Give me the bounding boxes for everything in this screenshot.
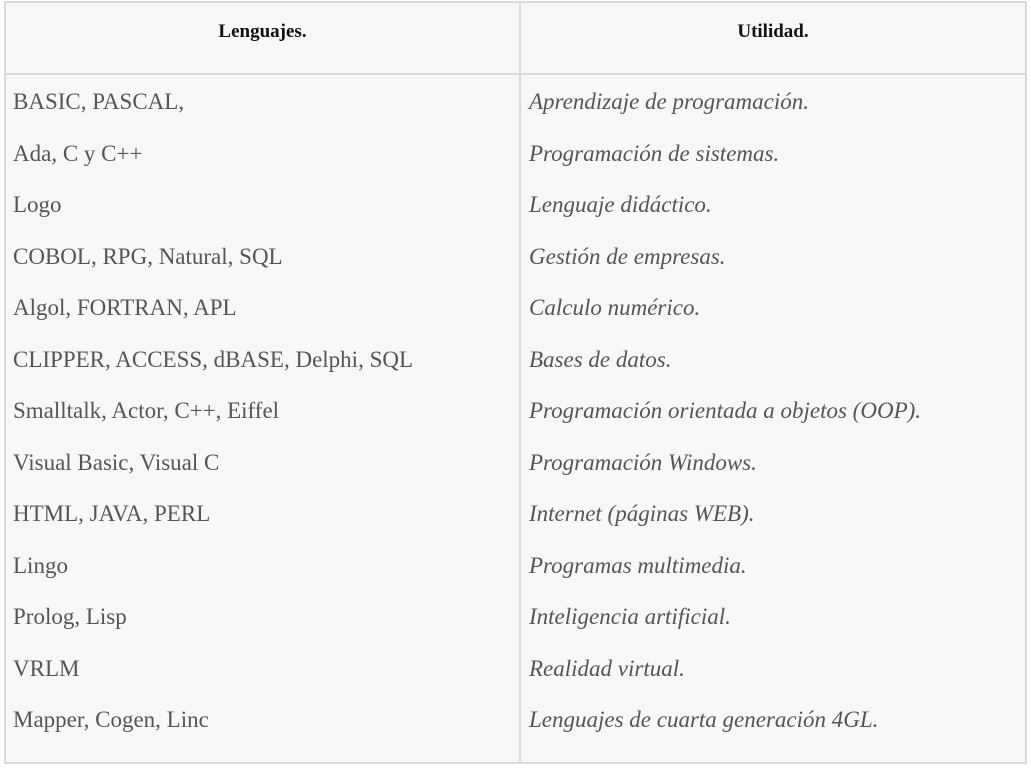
table-row-languages-cell <box>6 450 519 502</box>
utility-cell-text: Calculo numérico. <box>529 295 701 320</box>
table-row-languages-cell <box>6 656 519 708</box>
table-row-utility-cell <box>521 501 1025 553</box>
table-row-utility-cell <box>521 656 1025 708</box>
languages-cell-text: Lingo <box>13 552 68 578</box>
table-row-utility-cell <box>521 398 1025 450</box>
utility-cell-text: Realidad virtual. <box>529 655 685 681</box>
table-row-languages-cell <box>6 707 519 759</box>
languages-cell-text: VRLM <box>13 655 80 681</box>
utility-cell-text: Programación de sistemas. <box>529 140 780 166</box>
languages-cell-text: Prolog, Lisp <box>13 604 127 629</box>
utility-cell-text: Programación Windows. <box>529 449 757 475</box>
table-row-utility-cell <box>521 347 1025 399</box>
languages-cell-text: Algol, FORTRAN, APL <box>13 295 237 320</box>
table-row-languages-cell <box>6 89 519 141</box>
table-row-utility-cell <box>521 244 1025 296</box>
languages-cell-text: Ada, C y C++ <box>13 140 143 166</box>
table-body <box>6 75 1025 762</box>
table-row-languages-cell <box>6 244 519 296</box>
header-languages: Lenguajes. <box>6 3 521 73</box>
languages-column <box>6 75 521 762</box>
table-row-utility-cell <box>521 192 1025 244</box>
languages-cell-text: HTML, JAVA, PERL <box>13 501 211 526</box>
utility-column <box>521 75 1025 762</box>
utility-cell-text: Aprendizaje de programación. <box>529 89 810 114</box>
utility-cell-text: Lenguaje didáctico. <box>529 192 712 217</box>
table-row-languages-cell <box>6 295 519 347</box>
table-row-utility-cell <box>521 141 1025 193</box>
utility-cell-text: Gestión de empresas. <box>529 243 726 269</box>
languages-cell-text: Logo <box>13 192 62 217</box>
languages-cell-text: CLIPPER, ACCESS, dBASE, Delphi, SQL <box>13 346 414 372</box>
utility-cell-text: Programas multimedia. <box>529 552 747 578</box>
table-row-languages-cell <box>6 604 519 656</box>
table-row-utility-cell <box>521 707 1025 759</box>
table-row-languages-cell <box>6 347 519 399</box>
table-row-languages-cell <box>6 501 519 553</box>
languages-cell-text: Mapper, Cogen, Linc <box>13 707 209 732</box>
table-row-utility-cell <box>521 89 1025 141</box>
languages-cell-text: Visual Basic, Visual C <box>13 449 220 475</box>
utility-cell-text: Bases de datos. <box>529 346 672 372</box>
table-row-languages-cell <box>6 192 519 244</box>
utility-cell-text: Internet (páginas WEB). <box>529 501 755 526</box>
utility-cell-text: Lenguajes de cuarta generación 4GL. <box>529 707 879 732</box>
utility-cell-text: Inteligencia artificial. <box>529 604 731 629</box>
table-row-utility-cell <box>521 450 1025 502</box>
table-row-utility-cell <box>521 553 1025 605</box>
utility-cell-text: Programación orientada a objetos (OOP). <box>529 398 922 423</box>
table-row-languages-cell <box>6 398 519 450</box>
table-header-row <box>6 3 1025 75</box>
languages-cell-text: COBOL, RPG, Natural, SQL <box>13 243 283 269</box>
languages-cell-text: Smalltalk, Actor, C++, Eiffel <box>13 398 280 423</box>
languages-table <box>4 1 1027 764</box>
table-row-utility-cell <box>521 295 1025 347</box>
table-row-languages-cell <box>6 141 519 193</box>
table-row-languages-cell <box>6 553 519 605</box>
header-utility: Utilidad. <box>737 21 809 42</box>
table-row-utility-cell <box>521 604 1025 656</box>
languages-cell-text: BASIC, PASCAL, <box>13 89 185 114</box>
